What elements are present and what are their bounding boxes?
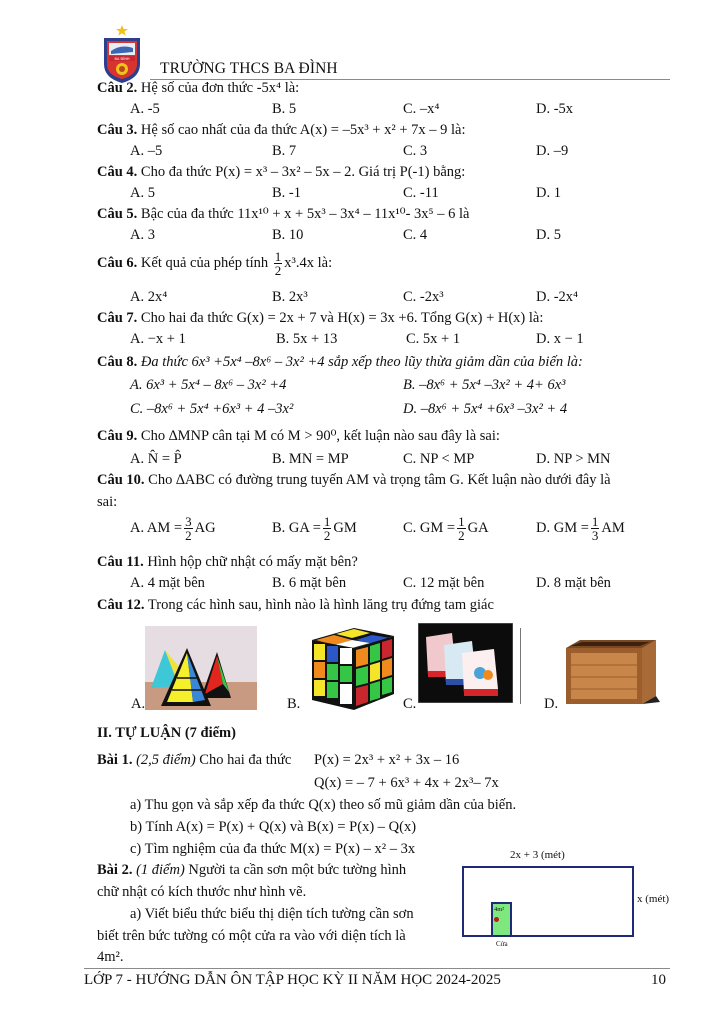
exercise-2-intro: Bài 2. (1 điểm) Người ta cần sơn một bức tường hình <box>97 862 407 878</box>
question-3: Câu 3. Hệ số cao nhất của đa thức A(x) = –5x³ + x² + 7x – 9 là: <box>97 122 466 138</box>
q9-option-a: A. N̂ = P̂ <box>130 451 182 467</box>
q10-option-a: A. AM = $\frac{3}{2}$ AG <box>130 514 216 543</box>
door-knob-icon <box>494 917 499 922</box>
footer-text: LỚP 7 - HƯỚNG DẪN ÔN TẬP HỌC KỲ II NĂM HỌC 2024-2025 <box>84 972 501 988</box>
exercise-2-line5: 4m². <box>97 949 124 965</box>
q2-option-c: C. –x⁴ <box>403 101 440 117</box>
logo-text: BA ĐÌNH <box>114 57 130 61</box>
q7-option-b: B. 5x + 13 <box>276 331 338 347</box>
question-8: Câu 8. Đa thức 6x³ +5x⁴ –8x⁶ – 3x² +4 sắp xếp theo lũy thừa giảm dần của biến là: <box>97 354 583 370</box>
exercise-1-part-c: c) Tìm nghiệm của đa thức M(x) = P(x) – x² – 3x <box>130 841 416 857</box>
q9-option-b: B. MN = MP <box>272 451 349 467</box>
q11-option-a: A. 4 mặt bên <box>130 575 205 591</box>
q12-option-b: B. <box>287 696 301 712</box>
q7-option-a: A. −x + 1 <box>130 331 186 347</box>
question-5: Câu 5. Bậc của đa thức 11x¹⁰ + x + 5x³ – 3x⁴ – 11x¹⁰- 3x⁵ – 6 là <box>97 206 470 222</box>
q3-option-c: C. 3 <box>403 143 428 159</box>
q3-option-d: D. –9 <box>536 143 569 159</box>
q4-option-d: D. 1 <box>536 185 561 201</box>
question-10-line2: sai: <box>97 494 118 510</box>
q12-option-d: D. <box>544 696 559 712</box>
polynomial-p: P(x) = 2x³ + x² + 3x – 16 <box>314 752 460 768</box>
wall-height-label: x (mét) <box>637 893 670 905</box>
question-7: Câu 7. Cho hai đa thức G(x) = 2x + 7 và H(x) = 3x +6. Tổng G(x) + H(x) là: <box>97 310 544 326</box>
q8-option-b: B. –8x⁶ + 5x⁴ –3x² + 4+ 6x³ <box>403 377 566 393</box>
q6-option-d: D. -2x⁴ <box>536 289 579 305</box>
question-12: Câu 12. Trong các hình sau, hình nào là hình lăng trụ đứng tam giác <box>97 597 494 613</box>
page-number: 10 <box>651 972 666 988</box>
q8-option-d: D. –8x⁶ + 5x⁴ +6x³ –3x² + 4 <box>403 401 568 417</box>
q12-option-c: C. <box>403 696 417 712</box>
q11-option-d: D. 8 mặt bên <box>536 575 611 591</box>
desk-calendar-image <box>418 623 513 703</box>
q5-option-c: C. 4 <box>403 227 428 243</box>
question-11: Câu 11. Hình hộp chữ nhật có mấy mặt bên? <box>97 554 358 570</box>
q10-option-c: C. GM = $\frac{1}{2}$ GA <box>403 514 489 543</box>
q2-option-d: D. -5x <box>536 101 574 117</box>
q11-option-b: B. 6 mặt bên <box>272 575 347 591</box>
q2-option-a: A. -5 <box>130 101 160 117</box>
q6-option-a: A. 2x⁴ <box>130 289 168 305</box>
essay-heading: II. TỰ LUẬN (7 điểm) <box>97 725 236 741</box>
q8-option-c: C. –8x⁶ + 5x⁴ +6x³ + 4 –3x² <box>130 401 294 417</box>
q3-option-b: B. 7 <box>272 143 297 159</box>
q6-option-c: C. -2x³ <box>403 289 444 305</box>
q3-option-a: A. –5 <box>130 143 163 159</box>
q7-option-d: D. x − 1 <box>536 331 584 347</box>
pyramid-puzzle-image <box>145 626 257 710</box>
question-2: Câu 2. Hệ số của đơn thức -5x⁴ là: <box>97 80 300 96</box>
wall-width-label: 2x + 3 (mét) <box>510 849 565 861</box>
q5-option-b: B. 10 <box>272 227 304 243</box>
footer-divider <box>84 968 670 969</box>
question-9: Câu 9. Cho ∆MNP cân tại M có M > 90⁰, kết luận nào sau đây là sai: <box>97 428 500 444</box>
rubik-cube-image <box>304 620 396 710</box>
question-10: Câu 10. Cho ∆ABC có đường trung tuyến AM và trọng tâm G. Kết luận nào dưới đây là <box>97 472 611 488</box>
q9-option-c: C. NP < MP <box>403 451 475 467</box>
q4-option-a: A. 5 <box>130 185 155 201</box>
exercise-2-part-a: a) Viết biểu thức biểu thị diện tích tường cần sơn <box>130 906 414 922</box>
question-6: Câu 6. Kết quả của phép tính $\frac{1}{2}$ x³.4x là: <box>97 249 333 278</box>
q8-option-a: A. 6x³ + 5x⁴ – 8x⁶ – 3x² +4 <box>130 377 287 393</box>
q2-option-b: B. 5 <box>272 101 297 117</box>
q10-option-b: B. GA = $\frac{1}{2}$ GM <box>272 514 357 543</box>
q9-option-d: D. NP > MN <box>536 451 611 467</box>
q5-option-a: A. 3 <box>130 227 155 243</box>
exercise-1-part-a: a) Thu gọn và sắp xếp đa thức Q(x) theo số mũ giảm dần của biến. <box>130 797 517 813</box>
q10-option-d: D. GM = $\frac{1}{3}$ AM <box>536 514 625 543</box>
q12-option-a: A. <box>131 696 146 712</box>
image-divider-line <box>520 628 521 704</box>
q6-option-b: B. 2x³ <box>272 289 308 305</box>
q5-option-d: D. 5 <box>536 227 561 243</box>
q7-option-c: C. 5x + 1 <box>406 331 461 347</box>
exercise-2-line4: biết trên bức tường có một cửa ra vào với diện tích là <box>97 928 406 944</box>
q4-option-b: B. -1 <box>272 185 301 201</box>
question-4: Câu 4. Cho đa thức P(x) = x³ – 3x² – 5x – 2. Giá trị P(-1) bằng: <box>97 164 466 180</box>
fraction: $\frac{1}{2}$ <box>274 249 282 278</box>
exercise-1-intro: Bài 1. (2,5 điểm) Cho hai đa thức <box>97 752 292 768</box>
door-label: Cửa <box>496 940 508 948</box>
q11-option-c: C. 12 mặt bên <box>403 575 485 591</box>
polynomial-q: Q(x) = – 7 + 6x³ + 4x + 2x³– 7x <box>314 775 499 791</box>
school-name: TRƯỜNG THCS BA ĐÌNH <box>160 60 338 77</box>
exercise-1-part-b: b) Tính A(x) = P(x) + Q(x) và B(x) = P(x) – Q(x) <box>130 819 417 835</box>
exercise-2-line2: chữ nhật có kích thước như hình vẽ. <box>97 884 307 900</box>
school-logo <box>101 24 143 84</box>
wooden-box-image <box>560 636 660 706</box>
door-area-label: 4m² <box>494 906 505 913</box>
q4-option-c: C. -11 <box>403 185 439 201</box>
wall-rectangle <box>462 866 634 937</box>
